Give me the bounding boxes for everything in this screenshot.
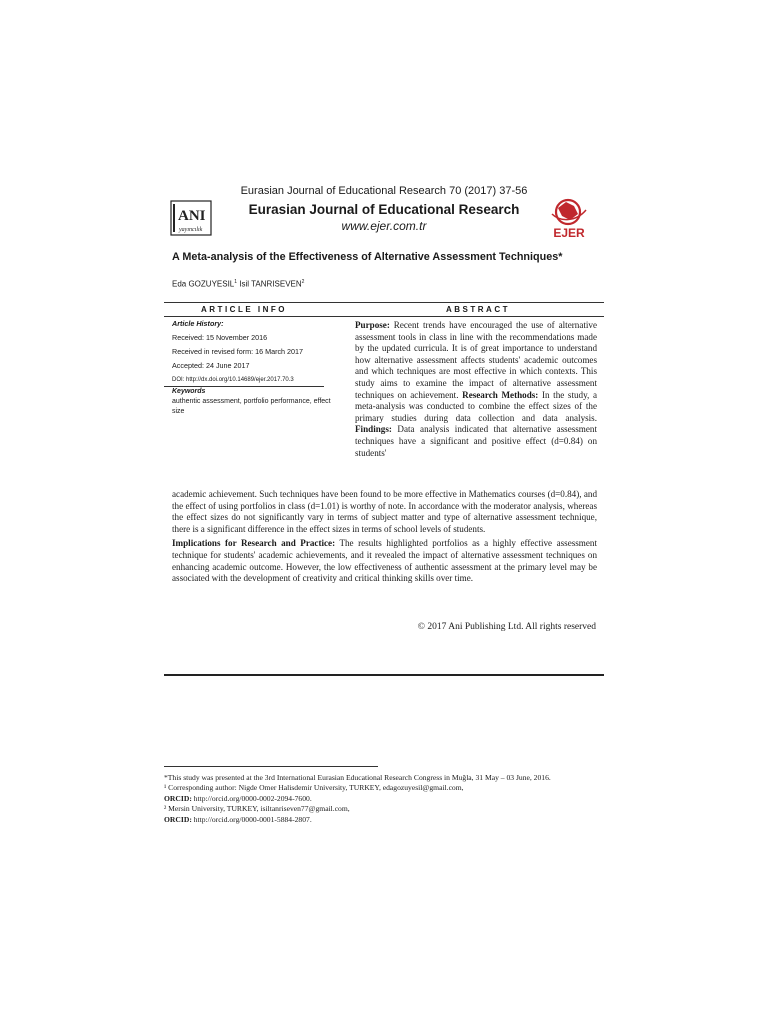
- footnote-star: *This study was presented at the 3rd International Eurasian Educational Research Congress in Muğla, 31 May – 03 June, 2016.: [164, 773, 551, 782]
- keywords: authentic assessment, portfolio performance, effect size: [172, 397, 331, 415]
- received-date: Received: 15 November 2016: [172, 333, 268, 342]
- orcid-link[interactable]: http://orcid.org/0000-0002-2094-7600.: [191, 793, 312, 803]
- orcid-label: ORCID:: [164, 793, 192, 803]
- methods-text: In the study, a meta-analysis was conducted to combine the effect sizes of the primary studies during data collection and data analysis.: [355, 389, 597, 423]
- findings-label: Findings:: [355, 424, 392, 435]
- author-name: Isil TANRISEVEN: [239, 279, 302, 289]
- methods-label: Research Methods:: [462, 389, 539, 400]
- abstract-column: [355, 320, 597, 459]
- section-rule: [164, 302, 604, 303]
- article-history-label: Article History:: [172, 319, 224, 328]
- keywords-block: [172, 387, 332, 416]
- findings-continued: academic achievement. Such techniques have been found to be more effective in Mathematics courses (d=0.84), and the effect of using portfolios in class (d=1.01) is worthy of note. In accordance with the moderator analysis, whereas the effect sizes do not significantly vary in terms of subject matter and type of alternative assessment technique, there is a significant difference in the effect sizes in terms of school levels of students.: [172, 489, 597, 534]
- copyright-notice: © 2017 Ani Publishing Ltd. All rights reserved: [417, 622, 596, 632]
- orcid-label: ORCID:: [164, 814, 192, 824]
- abstract-continued: [172, 489, 597, 585]
- section-rule: [164, 316, 604, 317]
- abstract-bottom-rule: [164, 674, 604, 676]
- abstract-heading: ABSTRACT: [446, 305, 510, 314]
- accepted-date: Accepted: 24 June 2017: [172, 361, 250, 370]
- svg-text:yayıncılık: yayıncılık: [179, 227, 203, 233]
- ejer-logo: [540, 196, 598, 240]
- purpose-text: Recent trends have encouraged the use of alternative assessment tools in class in line with the recommendations made by the updated curricula. It is of great importance to understand how alternative assessment affects students' academic outcomes and which techniques are most effective in which contexts. This study aims to examine the impact of alternative assessment techniques on achievement.: [355, 320, 597, 400]
- footnote-1: ¹ Corresponding author: Nigde Omer Halisdemir University, TURKEY, edagozuyesil@gmail.com,: [164, 783, 464, 793]
- purpose-label: Purpose:: [355, 320, 390, 330]
- article-info-heading: ARTICLE INFO: [201, 305, 287, 314]
- revised-date: Received in revised form: 16 March 2017: [172, 347, 304, 356]
- svg-text:ANI: ANI: [178, 208, 206, 224]
- article-title: A Meta-analysis of the Effectiveness of Alternative Assessment Techniques*: [172, 251, 563, 263]
- author-name: Eda GOZUYESIL: [172, 279, 235, 289]
- keywords-label: Keywords: [172, 388, 206, 395]
- journal-url[interactable]: www.ejer.com.tr: [341, 219, 427, 233]
- footnote-2: ² Mersin University, TURKEY, isiltanriseven77@gmail.com,: [164, 804, 350, 814]
- implications-text: The results highlighted portfolios as a highly effective assessment technique for students' academic achievements, and it revealed the impact of alternative assessment techniques on enhancing academic outcome. However, the low effectiveness of authentic assessment at the primary level may be associated with the development of creativity and critical thinking skills over time.: [172, 538, 597, 584]
- footnote-rule: [164, 766, 378, 767]
- footnotes: [164, 773, 604, 825]
- implications-label: Implications for Research and Practice:: [172, 538, 336, 549]
- orcid-2: [164, 815, 604, 825]
- author-list: [172, 279, 304, 289]
- author-mark: 2: [301, 279, 305, 285]
- journal-title: Eurasian Journal of Educational Research: [248, 202, 520, 217]
- orcid-link[interactable]: http://orcid.org/0000-0001-5884-2807.: [191, 814, 312, 824]
- running-head: Eurasian Journal of Educational Research 70 (2017) 37-56: [240, 185, 528, 197]
- svg-text:EJER: EJER: [553, 226, 585, 240]
- article-info: [172, 319, 332, 385]
- orcid-1: [164, 794, 604, 804]
- author-mark: 1: [234, 279, 238, 285]
- findings-text: Data analysis indicated that alternative assessment techniques have a significant and positive effect (d=0.84) on students': [355, 424, 597, 458]
- doi-link[interactable]: DOI: http://dx.doi.org/10.14689/ejer.2017.70.3: [172, 377, 294, 383]
